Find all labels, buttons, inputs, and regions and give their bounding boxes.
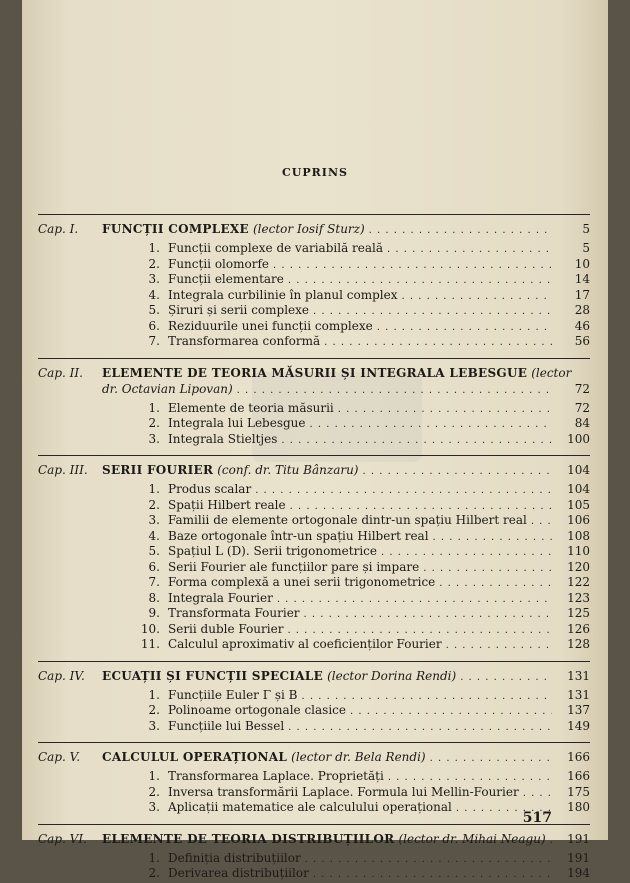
chapter-author: (lector dr. Bela Rendi) — [291, 750, 426, 764]
section-number: 1. — [148, 769, 160, 783]
section-number: 2. — [148, 256, 160, 271]
section-title: Integrala Fourier — [168, 590, 273, 605]
chapter-author: (lector dr. Mihai Neagu) — [398, 831, 546, 846]
dot-leader — [287, 623, 552, 639]
section-list — [38, 401, 590, 448]
section-entry — [38, 401, 590, 417]
section-title: Integrala lui Lebesgue — [168, 416, 306, 430]
dot-leader — [310, 417, 552, 433]
chapter-number: Cap. II. — [38, 365, 83, 380]
section-title: Integrala Stieltjes — [168, 431, 278, 446]
dot-leader — [423, 561, 552, 577]
section-page: 194 — [567, 866, 590, 880]
section-entry — [38, 241, 590, 257]
section-page: 180 — [567, 800, 590, 814]
section-page: 108 — [567, 528, 590, 543]
section-page: 14 — [574, 272, 590, 286]
section-title: Transformarea conformă — [168, 334, 321, 348]
chapter-title: ELEMENTE DE TEORIA DISTRIBUȚIILOR — [102, 831, 395, 846]
section-number: 7. — [148, 334, 160, 348]
dot-leader — [531, 514, 552, 530]
section-number: 5. — [148, 544, 160, 558]
section-entry — [38, 498, 590, 514]
dot-leader — [273, 258, 552, 274]
section-title: Transformata Fourier — [168, 606, 300, 620]
dot-leader — [388, 770, 552, 786]
dot-leader — [288, 720, 552, 736]
section-title: Funcții complexe de variabilă reală — [168, 241, 384, 255]
dot-leader — [350, 704, 552, 720]
section-number: 1. — [148, 850, 160, 865]
section-number: 2. — [148, 784, 160, 799]
section-number: 10. — [140, 621, 160, 636]
chapter-heading-continued — [38, 381, 590, 397]
section-entry — [38, 688, 590, 704]
chapter — [38, 221, 590, 350]
section-page: 46 — [574, 318, 590, 333]
section-title: Elemente de teoria măsurii — [168, 400, 334, 415]
section-title: Integrala curbilinie în planul complex — [168, 287, 398, 302]
chapter-page: 191 — [567, 831, 590, 846]
chapter-heading — [38, 365, 590, 381]
section-page: 122 — [567, 575, 590, 589]
section-title: Familii de elemente ortogonale dintr-un spațiu Hilbert real — [168, 513, 527, 527]
chapter-heading — [38, 668, 590, 684]
section-entry — [38, 303, 590, 319]
section-entry — [38, 575, 590, 591]
dot-leader — [237, 383, 552, 399]
section-number: 6. — [148, 559, 160, 574]
dot-leader — [277, 592, 552, 608]
dot-leader — [255, 483, 552, 499]
section-page: 105 — [567, 497, 590, 512]
section-title: Serii duble Fourier — [168, 621, 284, 636]
section-entry — [38, 637, 590, 653]
section-page: 28 — [574, 303, 590, 317]
chapter-number: Cap. III. — [38, 463, 88, 477]
section-entry — [38, 482, 590, 498]
section-page: 104 — [567, 482, 590, 496]
table-of-contents — [38, 206, 590, 882]
section-entry — [38, 319, 590, 335]
section-page: 125 — [567, 606, 590, 620]
section-page: 166 — [567, 769, 590, 783]
section-page: 131 — [567, 687, 590, 702]
chapter — [38, 365, 590, 448]
dot-leader — [324, 335, 552, 351]
section-entry — [38, 432, 590, 448]
chapter-author: (lector Iosif Sturz) — [253, 222, 365, 236]
section-title: Polinoame ortogonale clasice — [168, 703, 346, 717]
dot-leader — [313, 867, 552, 883]
chapter-author: (lector — [531, 365, 572, 380]
section-title: Serii Fourier ale funcțiilor pare și impare — [168, 559, 420, 574]
dot-leader — [305, 852, 552, 868]
dot-leader — [402, 289, 552, 305]
section-number: 8. — [148, 590, 160, 605]
chapter-heading — [38, 221, 590, 237]
section-title: Calculul aproximativ al coeficienților Fourier — [168, 637, 442, 651]
section-page: 84 — [574, 416, 590, 430]
chapter-heading — [38, 749, 590, 765]
section-page: 191 — [567, 850, 590, 865]
dot-leader — [523, 786, 552, 802]
section-title: Spații Hilbert reale — [168, 497, 286, 512]
section-number: 3. — [148, 513, 160, 527]
section-number: 2. — [148, 497, 160, 512]
section-number: 4. — [148, 287, 160, 302]
chapter-divider — [38, 742, 590, 743]
section-entry — [38, 606, 590, 622]
section-list — [38, 851, 590, 882]
section-page: 100 — [567, 431, 590, 446]
section-page: 149 — [567, 718, 590, 733]
dot-leader — [430, 751, 552, 767]
dot-leader — [460, 670, 552, 686]
section-number: 3. — [148, 272, 160, 286]
chapter-title: ECUAȚII ȘI FUNCȚII SPECIALE — [102, 668, 324, 683]
chapter-page: 131 — [567, 668, 590, 683]
section-number: 2. — [148, 866, 160, 880]
section-number: 1. — [148, 241, 160, 255]
section-page: 10 — [574, 256, 590, 271]
section-title: Funcții elementare — [168, 272, 284, 286]
chapter-divider — [38, 824, 590, 825]
section-number: 3. — [148, 800, 160, 814]
section-number: 1. — [148, 400, 160, 415]
section-entry — [38, 529, 590, 545]
section-entry — [38, 560, 590, 576]
dot-leader — [313, 304, 552, 320]
section-title: Derivarea distribuțiilor — [168, 866, 309, 880]
section-page: 128 — [567, 637, 590, 651]
chapter-author-continued: dr. Octavian Lipovan) — [102, 381, 233, 396]
dot-leader — [338, 402, 552, 418]
section-entry — [38, 288, 590, 304]
section-entry — [38, 769, 590, 785]
section-entry — [38, 334, 590, 350]
chapter-divider — [38, 358, 590, 359]
section-list — [38, 241, 590, 350]
chapter-number: Cap. VI. — [38, 831, 87, 846]
section-page: 137 — [567, 703, 590, 717]
chapter-divider — [38, 455, 590, 456]
dot-leader — [302, 689, 552, 705]
section-number: 2. — [148, 703, 160, 717]
section-number: 1. — [148, 687, 160, 702]
section-number: 3. — [148, 718, 160, 733]
section-title: Aplicații matematice ale calculului operațional — [168, 800, 452, 814]
section-title: Funcțiile Euler Γ și B — [168, 687, 298, 702]
section-number: 3. — [148, 431, 160, 446]
chapter-divider — [38, 661, 590, 662]
section-entry — [38, 719, 590, 735]
chapter-heading — [38, 462, 590, 478]
dot-leader — [363, 464, 553, 480]
section-page: 72 — [574, 400, 590, 415]
section-title: Inversa transformării Laplace. Formula lui Mellin-Fourier — [168, 784, 519, 799]
chapter — [38, 462, 590, 653]
section-title: Produs scalar — [168, 482, 252, 496]
section-page: 126 — [567, 621, 590, 636]
chapter-divider — [38, 214, 590, 215]
section-title: Reziduurile unei funcții complexe — [168, 318, 373, 333]
section-entry — [38, 866, 590, 882]
section-entry — [38, 622, 590, 638]
section-number: 6. — [148, 318, 160, 333]
dot-leader — [550, 833, 552, 849]
section-title: Spațiul L (D). Serii trigonometrice — [168, 544, 377, 558]
section-page: 120 — [567, 559, 590, 574]
section-entry — [38, 416, 590, 432]
dot-leader — [381, 545, 552, 561]
chapter — [38, 668, 590, 735]
section-number: 4. — [148, 528, 160, 543]
dot-leader — [304, 607, 552, 623]
chapter-title: CALCULUL OPERAȚIONAL — [102, 750, 288, 764]
section-number: 7. — [148, 575, 160, 589]
chapter-number: Cap. V. — [38, 750, 81, 764]
dot-leader — [433, 530, 552, 546]
section-list — [38, 482, 590, 653]
section-entry — [38, 851, 590, 867]
dot-leader — [446, 638, 552, 654]
section-entry — [38, 544, 590, 560]
section-title: Șiruri și serii complexe — [168, 303, 310, 317]
section-title: Forma complexă a unei serii trigonometrice — [168, 575, 436, 589]
page-number: 517 — [522, 810, 552, 826]
section-entry — [38, 272, 590, 288]
chapter-title: ELEMENTE DE TEORIA MĂSURII ȘI INTEGRALA LEBESGUE — [102, 365, 528, 380]
chapter-number: Cap. I. — [38, 222, 79, 236]
chapter-page: 104 — [567, 463, 590, 477]
chapter — [38, 749, 590, 816]
chapter-page: 72 — [574, 381, 590, 396]
dot-leader — [281, 433, 552, 449]
section-title: Transformarea Laplace. Proprietăți — [168, 769, 384, 783]
dot-leader — [377, 320, 552, 336]
chapter-title: FUNCȚII COMPLEXE — [102, 222, 249, 236]
book-page — [22, 0, 608, 880]
dot-leader — [369, 223, 552, 239]
section-list — [38, 688, 590, 735]
section-entry — [38, 703, 590, 719]
section-number: 5. — [148, 303, 160, 317]
chapter-number: Cap. IV. — [38, 668, 85, 683]
section-page: 56 — [574, 334, 590, 348]
section-number: 11. — [140, 637, 160, 651]
section-entry — [38, 513, 590, 529]
section-title: Funcțiile lui Bessel — [168, 718, 285, 733]
section-entry — [38, 800, 590, 816]
dot-leader — [290, 499, 552, 515]
section-entry — [38, 257, 590, 273]
chapter — [38, 831, 590, 882]
section-title: Baze ortogonale într-un spațiu Hilbert real — [168, 528, 429, 543]
section-entry — [38, 591, 590, 607]
section-title: Definiția distribuțiilor — [168, 850, 301, 865]
section-page: 175 — [567, 784, 590, 799]
chapter-author: (lector Dorina Rendi) — [327, 668, 457, 683]
chapter-heading — [38, 831, 590, 847]
section-title: Funcții olomorfe — [168, 256, 269, 271]
section-number: 2. — [148, 416, 160, 430]
section-page: 123 — [567, 590, 590, 605]
section-page: 106 — [567, 513, 590, 527]
page-title: CUPRINS — [282, 166, 348, 179]
section-number: 1. — [148, 482, 160, 496]
section-list — [38, 769, 590, 816]
chapter-title: SERII FOURIER — [102, 463, 214, 477]
dot-leader — [439, 576, 552, 592]
section-entry — [38, 785, 590, 801]
chapter-author: (conf. dr. Titu Bânzaru) — [217, 463, 359, 477]
chapter-page: 5 — [582, 222, 590, 236]
section-page: 17 — [574, 287, 590, 302]
section-number: 9. — [148, 606, 160, 620]
dot-leader — [288, 273, 552, 289]
dot-leader — [387, 242, 552, 258]
chapter-page: 166 — [567, 750, 590, 764]
section-page: 110 — [567, 544, 590, 558]
section-page: 5 — [582, 241, 590, 255]
